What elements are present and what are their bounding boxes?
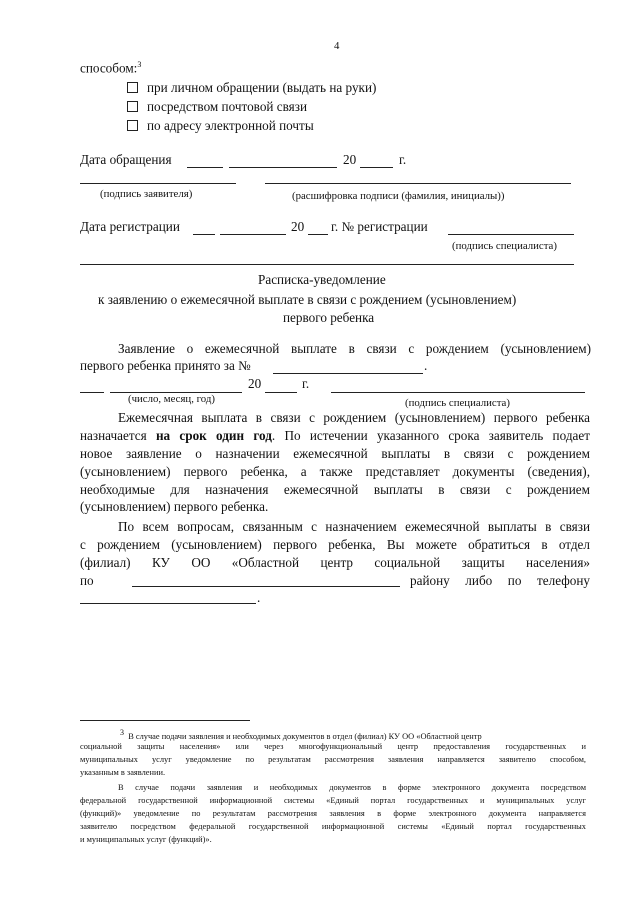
registration-day-field[interactable]	[193, 234, 215, 235]
district-field[interactable]	[132, 586, 400, 587]
footnote-ref: 3	[137, 60, 142, 69]
p2-line-2: с рождением (усыновлением) первого ребенка, Вы можете обратиться в отдел	[80, 537, 590, 552]
method-label-text: способом:	[80, 60, 138, 76]
application-year-field[interactable]	[360, 167, 393, 168]
receipt-subtitle-2: первого ребенка	[283, 310, 375, 325]
receipt-line-1: Заявление о ежемесячной выплате в связи с рождением (усыновлением)	[118, 341, 591, 356]
footnote-2-line-2: федеральной государственной информационной системы «Единый портал государственных и муниципальных услуг	[80, 796, 586, 805]
signature-decode-caption: (расшифровка подписи (фамилия, инициалы))	[292, 190, 505, 202]
p1-line-2-bold: на срок один год	[155, 428, 272, 443]
phone-field[interactable]	[80, 603, 256, 604]
receipt-year-prefix: 20	[248, 376, 262, 391]
p1-line-4: (усыновлением) первого ребенка, а также представляет документы (сведения),	[80, 464, 590, 479]
footnote-separator	[80, 720, 250, 721]
p2-line-5-end: .	[257, 590, 261, 605]
footnote-1-line-2: социальной защиты населения» или через многофункциональный центр предоставления государственных и	[80, 742, 586, 751]
page-number: 4	[334, 40, 340, 52]
specialist-caption-top: (подпись специалиста)	[452, 240, 557, 252]
footnote-2-line-4: заявителю посредством федеральной государственной информационной системы «Единый портал государственных	[80, 822, 586, 831]
option-label: по адресу электронной почты	[147, 118, 314, 133]
p1-line-6: (усыновлением) первого ребенка.	[80, 499, 269, 514]
p1-line-3: новое заявление о назначении ежемесячной выплаты в связи с рождением	[80, 446, 590, 461]
p2-line-1: По всем вопросам, связанным с назначением ежемесячной выплаты в связи	[118, 519, 590, 534]
registration-month-field[interactable]	[220, 234, 286, 235]
footnote-1-line-3: муниципальных услуг уведомление по результатам рассмотрения заявления направляется заявителю способом,	[80, 755, 586, 764]
checkbox-icon[interactable]	[127, 101, 138, 112]
registration-date-label: Дата регистрации	[80, 219, 180, 234]
option-label: при личном обращении (выдать на руки)	[147, 80, 377, 95]
method-label	[80, 60, 141, 76]
option-in-person[interactable]	[127, 80, 376, 96]
applicant-signature-caption: (подпись заявителя)	[100, 188, 193, 200]
application-date-label: Дата обращения	[80, 152, 172, 167]
p1-line-2	[80, 428, 590, 444]
footnote-1-line-4: указанным в заявлении.	[80, 768, 166, 777]
checkbox-icon[interactable]	[127, 82, 138, 93]
p2-line-4-a: по	[80, 573, 94, 588]
option-email[interactable]	[127, 118, 314, 134]
signature-decode-line[interactable]	[265, 183, 571, 184]
specialist-caption-bottom: (подпись специалиста)	[405, 397, 510, 409]
footnote-1-line-1	[120, 728, 482, 741]
receipt-title: Расписка-уведомление	[258, 272, 386, 287]
registration-number-field[interactable]	[448, 234, 574, 235]
p1-line-5: необходимые для назначения ежемесячной выплаты в связи с рождением	[80, 482, 590, 497]
registration-year-field[interactable]	[308, 234, 328, 235]
registration-year-prefix: 20	[291, 219, 305, 234]
p1-line-2-b: . По истечении указанного срока заявитель подает	[271, 428, 591, 443]
receipt-year-field[interactable]	[265, 392, 297, 393]
option-label: посредством почтовой связи	[147, 99, 308, 114]
applicant-signature-line[interactable]	[80, 183, 236, 184]
p1-line-2-a: назначается	[80, 428, 147, 443]
receipt-specialist-field[interactable]	[331, 392, 585, 393]
footnote-mark: 3	[120, 728, 124, 737]
application-year-prefix: 20	[343, 152, 357, 167]
separator-line	[80, 264, 574, 265]
checkbox-icon[interactable]	[127, 120, 138, 131]
p2-line-4-b: району либо по телефону	[410, 573, 590, 588]
receipt-number-field[interactable]	[273, 373, 423, 374]
application-day-field[interactable]	[187, 167, 223, 168]
receipt-day-field[interactable]	[80, 392, 104, 393]
application-month-field[interactable]	[229, 167, 337, 168]
option-post[interactable]	[127, 99, 307, 115]
date-caption: (число, месяц, год)	[128, 393, 215, 405]
receipt-line-2: первого ребенка принято за №	[80, 358, 251, 373]
p1-line-1: Ежемесячная выплата в связи с рождением (усыновлением) первого ребенка	[118, 410, 590, 425]
receipt-year-suffix: г.	[302, 376, 310, 391]
footnote-2-line-3: (функций)» уведомление по результатам рассмотрения заявления в форме электронного документа направляется	[80, 809, 586, 818]
p2-line-3: (филиал) КУ ОО «Областной центр социальной защиты населения»	[80, 555, 590, 570]
receipt-line-2-end: .	[424, 358, 428, 373]
application-year-suffix: г.	[399, 152, 407, 167]
footnote-1-line-1-text: В случае подачи заявления и необходимых документов в отдел (филиал) КУ ОО «Областной центр	[128, 731, 482, 741]
footnote-2-line-1: В случае подачи заявления и необходимых документов в форме электронного документа посредством	[118, 783, 586, 792]
registration-number-label: г. № регистрации	[331, 219, 428, 234]
receipt-subtitle: к заявлению о ежемесячной выплате в связи с рождением (усыновлением)	[98, 292, 517, 307]
footnote-2-line-5: и муниципальных услуг (функций)».	[80, 835, 212, 844]
